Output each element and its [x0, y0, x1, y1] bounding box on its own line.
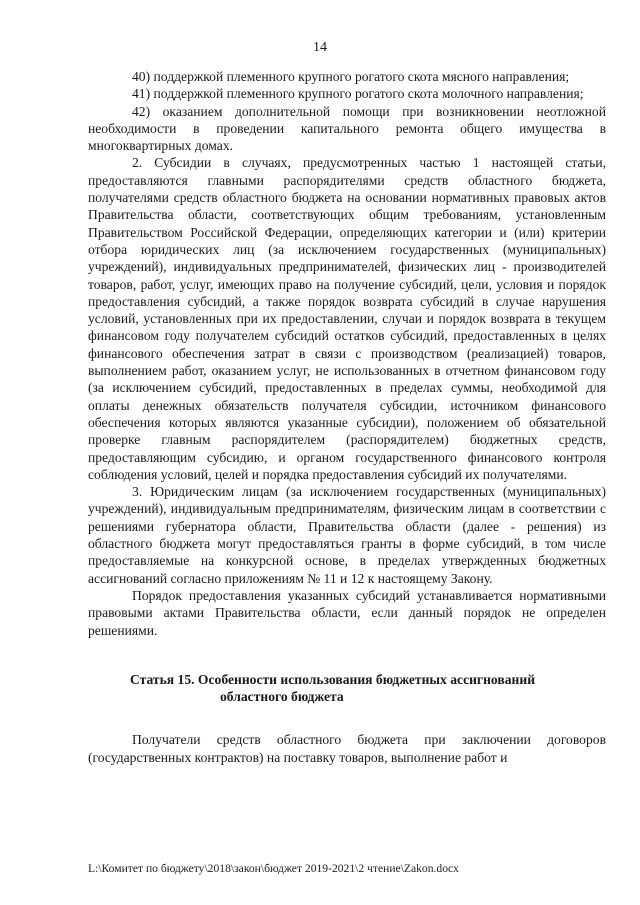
document-body — [88, 68, 606, 766]
article-heading-line2: областного бюджета — [220, 689, 344, 705]
article-heading — [88, 671, 606, 706]
clause-2-paragraph: 2. Субсидии в случаях, предусмотренных частью 1 настоящей статьи, предоставляются главными распорядителями средств областного бюджета, получателями средств областного бюджета на основании нормативных правовых актов Правительства области, соответствующих общим требованиям, установленным Правительством Российской Федерации, определяющих категории и (или) критерии отбора юридических лиц (за исключением государственных (муниципальных) учреждений), индивидуальных предпринимателей, физических лиц - производителей товаров, работ, услуг, имеющих право на получение субсидий, цели, условия и порядок предоставления субсидий, а также порядок возврата субсидий в случае нарушения условий, установленных при их предоставлении, случаи и порядок возврата в текущем финансовом году получателем субсидий остатков субсидий, предоставленных в целях финансового обеспечения затрат в связи с производством (реализацией) товаров, выполнением работ, оказанием услуг, не использованных в отчетном финансовом году (за исключением субсидий, предоставленных в пределах суммы, необходимой для оплаты денежных обязательств получателя субсидии, источником финансового обеспечения которых являются указанные субсидии), положением об обязательной проверке главным распорядителем (распорядителем) бюджетных средств, предоставляющим субсидию, и органом государственного финансового контроля соблюдения условий, целей и порядка предоставления субсидий их получателями. — [88, 155, 606, 482]
page-number: 14 — [313, 40, 327, 55]
spacer — [88, 705, 606, 731]
file-path-footer: L:\Комитет по бюджету\2018\закон\бюджет 2019-2021\2 чтение\Zakon.docx — [88, 862, 459, 875]
article-heading-line1: Статья 15. Особенности использования бюджетных ассигнований — [130, 671, 536, 687]
spacer — [88, 639, 606, 671]
list-item-42: 42) оказанием дополнительной помощи при возникновении неотложной необходимости в проведении капитального ремонта общего имущества в многоквартирных домах. — [88, 103, 606, 154]
procedure-paragraph: Порядок предоставления указанных субсидий устанавливается нормативными правовыми актами Правительства области, если данный порядок не определен решениями. — [88, 587, 606, 638]
clause-3-paragraph: 3. Юридическим лицам (за исключением государственных (муниципальных) учреждений), индивидуальным предпринимателям, физическим лицам в соответствии с решениями губернатора области, Правительства области (далее - решения) из областного бюджета могут предоставляться гранты в форме субсидий, в том числе предоставляемые на конкурсной основе, в пределах утвержденных бюджетных ассигнований согласно приложениям № 11 и 12 к настоящему Закону. — [88, 484, 606, 586]
closing-paragraph: Получатели средств областного бюджета при заключении договоров (государственных контрактов) на поставку товаров, выполнение работ и — [88, 732, 606, 765]
list-item-40: 40) поддержкой племенного крупного рогатого скота мясного направления; — [132, 69, 570, 84]
list-item-41: 41) поддержкой племенного крупного рогатого скота молочного направления; — [132, 86, 584, 102]
